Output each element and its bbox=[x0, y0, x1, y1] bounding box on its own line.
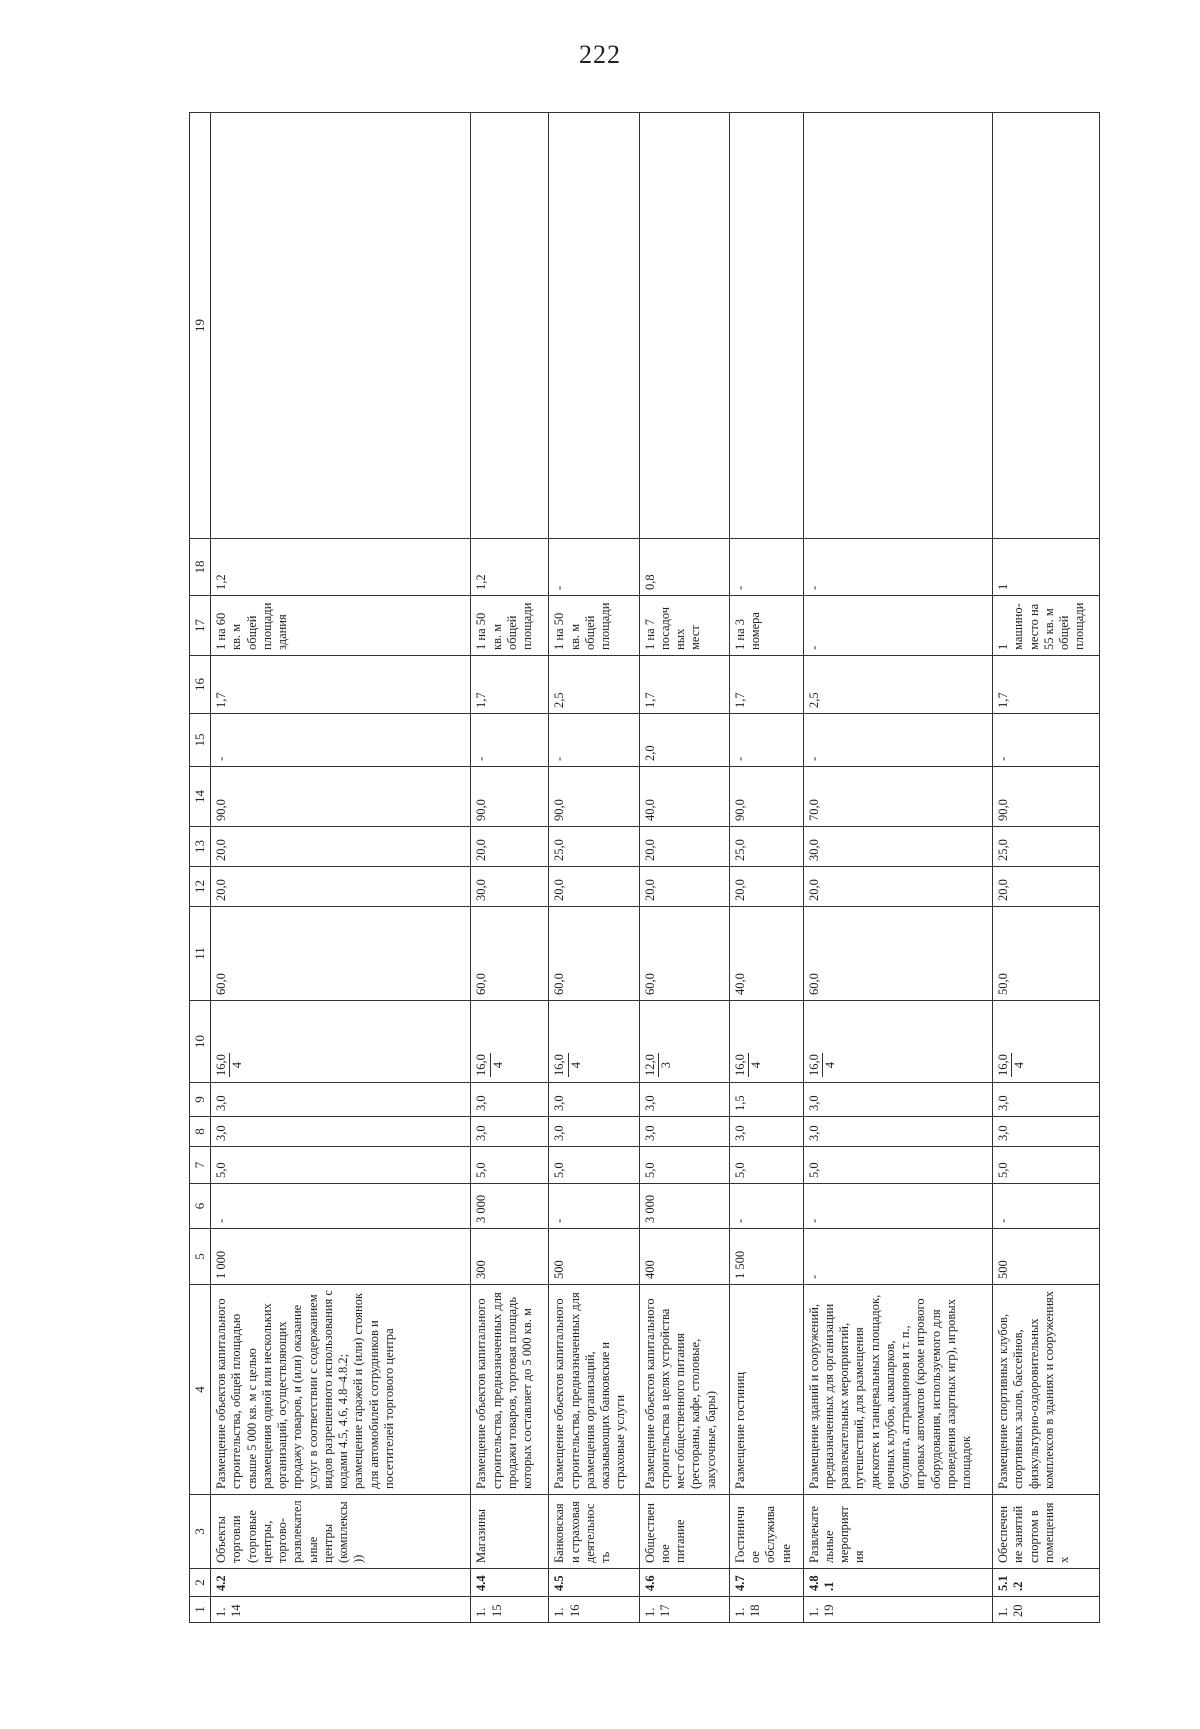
table-cell-c6: - bbox=[211, 1184, 471, 1229]
table-row bbox=[471, 113, 549, 1623]
table-cell-c10 bbox=[211, 1001, 471, 1083]
table-cell-c17: 1 на 7 посадочных мест bbox=[639, 596, 729, 656]
fraction-numerator: 16,0 bbox=[733, 1053, 749, 1077]
header-cell: 10 bbox=[190, 1001, 211, 1083]
table-cell-c11: 60,0 bbox=[211, 907, 471, 1001]
table-cell-c18: 0,8 bbox=[639, 539, 729, 596]
table-cell-c1: 1.16 bbox=[549, 1597, 639, 1623]
table-cell-c11: 50,0 bbox=[993, 907, 1100, 1001]
table-cell-c9: 3,0 bbox=[471, 1083, 549, 1117]
table-cell-c19 bbox=[471, 113, 549, 539]
table-cell-c8: 3,0 bbox=[211, 1117, 471, 1147]
table-cell-c6: 3 000 bbox=[471, 1184, 549, 1229]
table-cell-c7: 5,0 bbox=[803, 1147, 993, 1184]
fraction-numerator: 16,0 bbox=[552, 1053, 568, 1077]
table-cell-c16: 1,7 bbox=[729, 656, 803, 714]
table-cell-c19 bbox=[993, 113, 1100, 539]
table-cell-c13: 30,0 bbox=[803, 827, 993, 867]
table-cell-c7: 5,0 bbox=[729, 1147, 803, 1184]
header-cell: 2 bbox=[190, 1569, 211, 1597]
header-cell: 13 bbox=[190, 827, 211, 867]
header-cell: 12 bbox=[190, 867, 211, 907]
table-cell-c16: 2,5 bbox=[803, 656, 993, 714]
table-cell-c10 bbox=[803, 1001, 993, 1083]
table-cell-c17: 1 на 60 кв. м общей площади здания bbox=[211, 596, 471, 656]
fraction-value bbox=[643, 1053, 675, 1077]
table-cell-c9: 3,0 bbox=[993, 1083, 1100, 1117]
header-cell: 1 bbox=[190, 1597, 211, 1623]
header-cell: 14 bbox=[190, 767, 211, 827]
table-cell-c3: Банковская и страховая деятельность bbox=[549, 1495, 639, 1569]
table-cell-c3: Общественное питание bbox=[639, 1495, 729, 1569]
table-cell-c3: Объекты торговли (торговые центры, торгово-развлекательные центры (комплексы)) bbox=[211, 1495, 471, 1569]
table-cell-c6: - bbox=[803, 1184, 993, 1229]
page-number: 222 bbox=[579, 40, 621, 69]
table-cell-c4: Размещение объектов капитального строительства, общей площадью свыше 5 000 кв. м с целью размещения одной или нескольких организаций, осуществляющих продажу товаров, и (или) оказание услуг в соответствии с содержанием видов разрешенного использования с кодами 4.5, 4.6, 4.8–4.8.2; размещение гаражей и (или) стоянок для автомобилей сотрудников и посетителей торгового центра bbox=[211, 1285, 471, 1495]
table-cell-c12: 30,0 bbox=[471, 867, 549, 907]
table-cell-c11: 60,0 bbox=[639, 907, 729, 1001]
table-cell-c10 bbox=[729, 1001, 803, 1083]
fraction-numerator: 16,0 bbox=[214, 1053, 230, 1077]
header-row bbox=[190, 113, 211, 1623]
table-cell-c1: 1.17 bbox=[639, 1597, 729, 1623]
header-cell: 18 bbox=[190, 539, 211, 596]
table-cell-c4: Размещение объектов капитального строительства, предназначенных для размещения организаций, оказывающих банковские и страховые услуги bbox=[549, 1285, 639, 1495]
table-cell-c17: 1 машино-место на 55 кв. м общей площади bbox=[993, 596, 1100, 656]
table-cell-c5: 1 000 bbox=[211, 1229, 471, 1285]
table-cell-c12: 20,0 bbox=[993, 867, 1100, 907]
table-cell-c13: 20,0 bbox=[211, 827, 471, 867]
rotated-table-container bbox=[189, 113, 1100, 1623]
table-cell-c8: 3,0 bbox=[639, 1117, 729, 1147]
fraction-numerator: 16,0 bbox=[996, 1053, 1012, 1077]
table-cell-c19 bbox=[729, 113, 803, 539]
header-cell: 4 bbox=[190, 1285, 211, 1495]
table-cell-c15: - bbox=[729, 714, 803, 767]
table-cell-c1: 1.20 bbox=[993, 1597, 1100, 1623]
table-cell-c14: 90,0 bbox=[993, 767, 1100, 827]
fraction-value bbox=[552, 1053, 584, 1077]
table-cell-c8: 3,0 bbox=[729, 1117, 803, 1147]
table-cell-c8: 3,0 bbox=[549, 1117, 639, 1147]
table-cell-c14: 90,0 bbox=[471, 767, 549, 827]
table-row bbox=[993, 113, 1100, 1623]
table-cell-c14: 70,0 bbox=[803, 767, 993, 827]
table-cell-c14: 40,0 bbox=[639, 767, 729, 827]
table-cell-c12: 20,0 bbox=[549, 867, 639, 907]
table-cell-c15: - bbox=[803, 714, 993, 767]
fraction-denominator: 4 bbox=[230, 1061, 245, 1069]
table-cell-c17: 1 на 3 номера bbox=[729, 596, 803, 656]
table-cell-c8: 3,0 bbox=[471, 1117, 549, 1147]
table-cell-c2: 4.4 bbox=[471, 1569, 549, 1597]
table-cell-c15: - bbox=[471, 714, 549, 767]
table-cell-c1: 1.18 bbox=[729, 1597, 803, 1623]
fraction-numerator: 16,0 bbox=[474, 1053, 490, 1077]
table-cell-c6: - bbox=[993, 1184, 1100, 1229]
table-cell-c5: 300 bbox=[471, 1229, 549, 1285]
fraction-value bbox=[474, 1053, 506, 1077]
table-cell-c10 bbox=[639, 1001, 729, 1083]
table-row bbox=[803, 113, 993, 1623]
table-cell-c12: 20,0 bbox=[211, 867, 471, 907]
header-cell: 16 bbox=[190, 656, 211, 714]
table-cell-c11: 60,0 bbox=[803, 907, 993, 1001]
fraction-value bbox=[214, 1053, 246, 1077]
table-cell-c1: 1.15 bbox=[471, 1597, 549, 1623]
table-cell-c4: Размещение гостиниц bbox=[729, 1285, 803, 1495]
header-cell: 17 bbox=[190, 596, 211, 656]
table-cell-c16: 2,5 bbox=[549, 656, 639, 714]
header-cell: 8 bbox=[190, 1117, 211, 1147]
header-cell: 9 bbox=[190, 1083, 211, 1117]
fraction-numerator: 16,0 bbox=[807, 1053, 823, 1077]
table-cell-c2: 4.7 bbox=[729, 1569, 803, 1597]
header-cell: 5 bbox=[190, 1229, 211, 1285]
table-cell-c13: 25,0 bbox=[549, 827, 639, 867]
table-cell-c16: 1,7 bbox=[993, 656, 1100, 714]
table-cell-c8: 3,0 bbox=[803, 1117, 993, 1147]
table-cell-c12: 20,0 bbox=[639, 867, 729, 907]
table-cell-c9: 3,0 bbox=[639, 1083, 729, 1117]
header-cell: 11 bbox=[190, 907, 211, 1001]
table-cell-c5: 500 bbox=[993, 1229, 1100, 1285]
table-cell-c10 bbox=[549, 1001, 639, 1083]
table-cell-c11: 40,0 bbox=[729, 907, 803, 1001]
fraction-denominator: 4 bbox=[749, 1061, 764, 1069]
table-cell-c19 bbox=[639, 113, 729, 539]
table-cell-c5: 500 bbox=[549, 1229, 639, 1285]
table-cell-c13: 25,0 bbox=[993, 827, 1100, 867]
header-cell: 19 bbox=[190, 113, 211, 539]
table-cell-c5: - bbox=[803, 1229, 993, 1285]
table-cell-c18: 1,2 bbox=[211, 539, 471, 596]
table-cell-c2: 4.8.1 bbox=[803, 1569, 993, 1597]
table-cell-c18: 1,2 bbox=[471, 539, 549, 596]
table-cell-c10 bbox=[993, 1001, 1100, 1083]
table-cell-c13: 20,0 bbox=[471, 827, 549, 867]
table-cell-c6: - bbox=[729, 1184, 803, 1229]
table-cell-c7: 5,0 bbox=[211, 1147, 471, 1184]
table-cell-c17: - bbox=[803, 596, 993, 656]
header-cell: 3 bbox=[190, 1495, 211, 1569]
table-cell-c18: - bbox=[549, 539, 639, 596]
table-cell-c6: 3 000 bbox=[639, 1184, 729, 1229]
table-cell-c18: 1 bbox=[993, 539, 1100, 596]
table-cell-c11: 60,0 bbox=[549, 907, 639, 1001]
table-cell-c17: 1 на 50 кв. м общей площади bbox=[549, 596, 639, 656]
table-cell-c9: 3,0 bbox=[803, 1083, 993, 1117]
table-cell-c7: 5,0 bbox=[471, 1147, 549, 1184]
table-cell-c16: 1,7 bbox=[639, 656, 729, 714]
table-cell-c12: 20,0 bbox=[729, 867, 803, 907]
table-cell-c13: 20,0 bbox=[639, 827, 729, 867]
table-cell-c16: 1,7 bbox=[211, 656, 471, 714]
table-cell-c7: 5,0 bbox=[549, 1147, 639, 1184]
fraction-denominator: 4 bbox=[568, 1061, 583, 1069]
table-cell-c19 bbox=[211, 113, 471, 539]
fraction-value bbox=[807, 1053, 839, 1077]
table-cell-c5: 1 500 bbox=[729, 1229, 803, 1285]
table-cell-c4: Размещение зданий и сооружений, предназначенных для организации развлекательных мероприятий, путешествий, для размещения дискотек и танцевальных площадок, ночных клубов, аквапарков, боулинга, аттракционов и т. п., игровых автоматов (кроме игрового оборудования, используемого для проведения азартных игр), игровых площадок bbox=[803, 1285, 993, 1495]
table-row bbox=[729, 113, 803, 1623]
table-cell-c15: - bbox=[993, 714, 1100, 767]
table-cell-c19 bbox=[549, 113, 639, 539]
table-cell-c6: - bbox=[549, 1184, 639, 1229]
zoning-parameters-table bbox=[189, 112, 1100, 1623]
table-cell-c15: - bbox=[211, 714, 471, 767]
fraction-denominator: 4 bbox=[490, 1061, 505, 1069]
table-cell-c13: 25,0 bbox=[729, 827, 803, 867]
table-cell-c15: 2,0 bbox=[639, 714, 729, 767]
table-cell-c4: Размещение объектов капитального строительства, предназначенных для продажи товаров, торговая площадь которых составляет до 5 000 кв. м bbox=[471, 1285, 549, 1495]
table-cell-c5: 400 bbox=[639, 1229, 729, 1285]
table-cell-c15: - bbox=[549, 714, 639, 767]
fraction-denominator: 4 bbox=[822, 1061, 837, 1069]
table-cell-c18: - bbox=[803, 539, 993, 596]
table-cell-c2: 4.5 bbox=[549, 1569, 639, 1597]
table-cell-c1: 1.14 bbox=[211, 1597, 471, 1623]
table-cell-c2: 5.1.2 bbox=[993, 1569, 1100, 1597]
table-cell-c9: 3,0 bbox=[549, 1083, 639, 1117]
table-row bbox=[639, 113, 729, 1623]
table-cell-c2: 4.6 bbox=[639, 1569, 729, 1597]
fraction-denominator: 3 bbox=[658, 1061, 673, 1069]
table-row bbox=[549, 113, 639, 1623]
table-cell-c16: 1,7 bbox=[471, 656, 549, 714]
table-cell-c3: Гостиничное обслуживание bbox=[729, 1495, 803, 1569]
table-cell-c4: Размещение спортивных клубов, спортивных залов, бассейнов, физкультурно-оздоровительных комплексов в зданиях и сооружениях bbox=[993, 1285, 1100, 1495]
table-cell-c1: 1.19 bbox=[803, 1597, 993, 1623]
table-cell-c9: 3,0 bbox=[211, 1083, 471, 1117]
table-cell-c14: 90,0 bbox=[729, 767, 803, 827]
fraction-value bbox=[996, 1053, 1028, 1077]
header-cell: 7 bbox=[190, 1147, 211, 1184]
table-cell-c10 bbox=[471, 1001, 549, 1083]
header-cell: 6 bbox=[190, 1184, 211, 1229]
table-cell-c19 bbox=[803, 113, 993, 539]
table-cell-c14: 90,0 bbox=[211, 767, 471, 827]
table-cell-c18: - bbox=[729, 539, 803, 596]
table-cell-c3: Магазины bbox=[471, 1495, 549, 1569]
table-cell-c11: 60,0 bbox=[471, 907, 549, 1001]
table-cell-c8: 3,0 bbox=[993, 1117, 1100, 1147]
table-cell-c9: 1,5 bbox=[729, 1083, 803, 1117]
table-cell-c7: 5,0 bbox=[993, 1147, 1100, 1184]
table-cell-c4: Размещение объектов капитального строительства в целях устройства мест общественного питания (рестораны, кафе, столовые, закусочные, бары) bbox=[639, 1285, 729, 1495]
fraction-value bbox=[733, 1053, 765, 1077]
fraction-denominator: 4 bbox=[1012, 1061, 1027, 1069]
table-cell-c14: 90,0 bbox=[549, 767, 639, 827]
fraction-numerator: 12,0 bbox=[643, 1053, 659, 1077]
table-cell-c12: 20,0 bbox=[803, 867, 993, 907]
table-cell-c7: 5,0 bbox=[639, 1147, 729, 1184]
table-cell-c17: 1 на 50 кв. м общей площади bbox=[471, 596, 549, 656]
table-cell-c2: 4.2 bbox=[211, 1569, 471, 1597]
header-cell: 15 bbox=[190, 714, 211, 767]
table-cell-c3: Обеспечение занятий спортом в помещениях bbox=[993, 1495, 1100, 1569]
table-cell-c3: Развлекательные мероприятия bbox=[803, 1495, 993, 1569]
table-row bbox=[211, 113, 471, 1623]
